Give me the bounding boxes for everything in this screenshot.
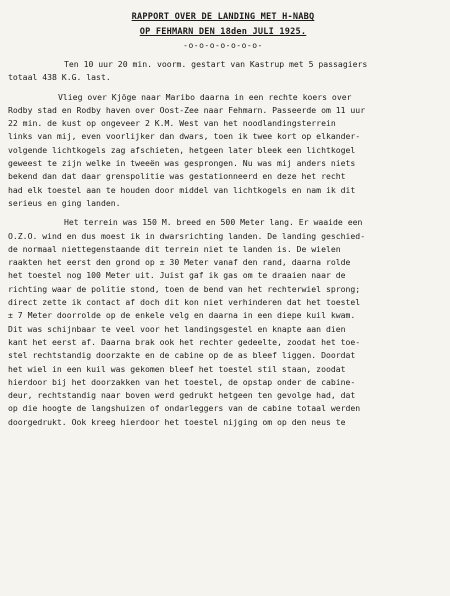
document-title: RAPPORT OVER DE LANDING MET H-NABQ (131, 12, 315, 22)
paragraph-1 (8, 58, 438, 85)
paragraph-line: het wiel in een kuil was gekomen bleef het toestel stil staan, zoodat (8, 363, 346, 374)
paragraph-line: doorgedrukt. Ook kreeg hierdoor het toestel nijging om op den neus te (8, 416, 346, 427)
paragraph-line: stel rechtstandig doorzakte en de cabine op de as bleef liggen. Doordat (8, 350, 356, 361)
paragraph-line: direct zette ik contact af doch dit kon niet verhinderen dat het toestel (8, 297, 361, 308)
paragraph-line: 22 min. de kust op ongeveer 2 K.M. West van het noodlandingsterrein (8, 118, 336, 129)
paragraph-line: geweest te zijn welke in tweeën was gesprongen. Nu was mij anders niets (8, 158, 356, 169)
paragraph-line: Dit was schijnbaar te veel voor het landingsgestel en knapte aan dien (8, 323, 346, 334)
paragraph-line: serieus en ging landen. (8, 197, 121, 208)
paragraph-line: totaal 438 K.G. last. (8, 72, 111, 83)
paragraph-line: op die hoogte de langshuizen of ondarleggers van de cabine totaal werden (8, 403, 361, 414)
paragraph-line: had elk toestel aan te houden door middel van lichtkogels en nam ik dit (8, 184, 356, 195)
document-subtitle: OP FEHMARN DEN 18den JULI 1925. (139, 27, 307, 37)
paragraph-2 (8, 91, 438, 211)
paragraph-line: het toestel nog 100 Meter uit. Juist gaf ik gas om te draaien naar de (8, 270, 346, 281)
paragraph-line: ± 7 Meter doorrolde op de enkele velg en daarna in een diepe kuil kwam. (8, 310, 356, 321)
paragraph-line: links van mij, even voorlijker dan dwars, toen ik twee kort op elkander- (8, 131, 361, 142)
paragraph-line: bekend dan dat daar grenspolitie was gestationneerd en deze het recht (8, 171, 346, 182)
paragraph-line: Vlieg over Kjöge naar Maribo daarna in een rechte koers over (58, 91, 352, 102)
paragraph-line: kant het eerst af. Daarna brak ook het rechter gedeelte, zoodat het toe- (8, 336, 361, 347)
paragraph-line: raakten het eerst den grond op ± 30 Meter vanaf den rand, daarna rolde (8, 257, 351, 268)
paragraph-line: hierdoor bij het doorzakken van het toestel, de opstap onder de cabine- (8, 376, 356, 387)
document-body (8, 58, 438, 429)
paragraph-line: richting waar de politie stond, toen de bend van het rechterwiel sprong; (8, 283, 361, 294)
paragraph-line: Het terrein was 150 M. breed en 500 Meter lang. Er waaide een (64, 217, 363, 228)
title-separator: -o-o-o-o-o-o-o- (183, 41, 263, 50)
paragraph-line: Rodby stad en Rodby haven over Oost-Zee naar Fehmarn. Passeerde om 11 uur (8, 104, 366, 115)
paragraph-line: volgende lichtkogels zag afschieten, hetgeen later bleek een lichtkogel (8, 144, 356, 155)
paragraph-line: deur, rechtstandig naar boven werd gedrukt hetgeen ten gevolge had, dat (8, 390, 356, 401)
paragraph-line: O.Z.O. wind en dus moest ik in dwarsrichting landen. De landing geschied- (8, 230, 366, 241)
paragraph-line: de normaal niettegenstaande dit terrein niet te landen is. De wielen (8, 243, 341, 254)
paragraph-3 (8, 216, 438, 429)
paragraph-line: Ten 10 uur 20 min. voorm. gestart van Kastrup met 5 passagiers (64, 59, 368, 69)
